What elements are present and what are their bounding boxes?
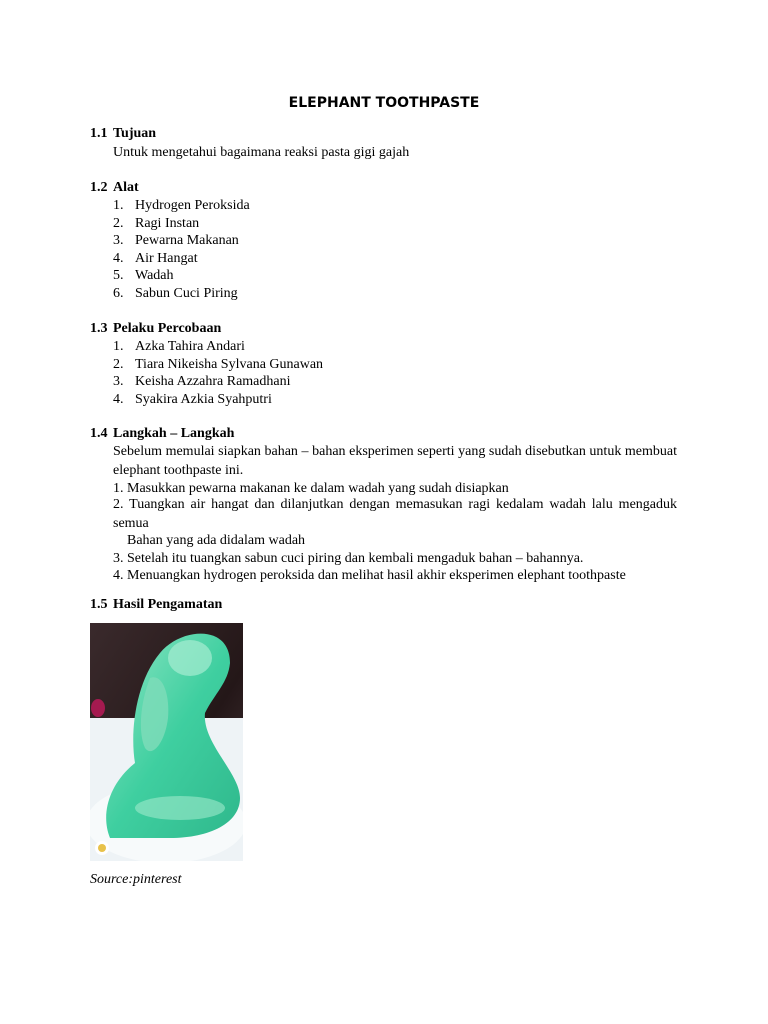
section-tujuan-heading <box>90 126 156 142</box>
section-title: Pelaku Percobaan <box>113 321 222 336</box>
list-item: 6. Sabun Cuci Piring <box>113 286 238 301</box>
section-number: 1.4 <box>90 426 108 441</box>
list-item: 5. Wadah <box>113 268 174 283</box>
section-pelaku-heading <box>90 321 221 337</box>
list-item: 3. Pewarna Makanan <box>113 233 239 248</box>
langkah-step-2-line-1: 2. Tuangkan air hangat dan dilanjutkan dengan memasukan ragi kedalam wadah lalu mengaduk <box>113 497 677 512</box>
section-hasil-heading <box>90 597 222 613</box>
langkah-intro-line-2: elephant toothpaste ini. <box>113 463 244 478</box>
section-number: 1.1 <box>90 126 108 141</box>
section-number: 1.3 <box>90 321 108 336</box>
langkah-step-1: 1. Masukkan pewarna makanan ke dalam wadah yang sudah disiapkan <box>113 481 509 496</box>
section-number: 1.2 <box>90 180 108 195</box>
list-item: 2. Ragi Instan <box>113 216 200 231</box>
list-item: 1. Hydrogen Peroksida <box>113 198 250 213</box>
langkah-step-4: 4. Menuangkan hydrogen peroksida dan melihat hasil akhir eksperimen elephant toothpaste <box>113 568 626 583</box>
tujuan-text: Untuk mengetahui bagaimana reaksi pasta gigi gajah <box>113 145 410 160</box>
photo-source-caption: Source:pinterest <box>90 872 182 887</box>
section-title: Langkah – Langkah <box>113 426 235 441</box>
list-item: 4. Syakira Azkia Syahputri <box>113 392 272 407</box>
section-langkah-heading <box>90 426 234 442</box>
section-alat-heading <box>90 180 139 196</box>
langkah-step-2-line-3: Bahan yang ada didalam wadah <box>127 533 306 548</box>
elephant-toothpaste-foam-image <box>90 623 243 861</box>
langkah-step-2-line-2: semua <box>113 516 149 531</box>
list-item: 2. Tiara Nikeisha Sylvana Gunawan <box>113 357 324 372</box>
section-title: Tujuan <box>113 126 157 141</box>
list-item: 4. Air Hangat <box>113 251 198 266</box>
result-photo <box>90 623 243 861</box>
langkah-step-3: 3. Setelah itu tuangkan sabun cuci piring dan kembali mengaduk bahan – bahannya. <box>113 551 584 566</box>
section-number: 1.5 <box>90 597 108 612</box>
section-title: Hasil Pengamatan <box>113 597 223 612</box>
section-title: Alat <box>113 180 139 195</box>
document-title: ELEPHANT TOOTHPASTE <box>288 95 480 111</box>
list-item: 1. Azka Tahira Andari <box>113 339 245 354</box>
list-item: 3. Keisha Azzahra Ramadhani <box>113 374 291 389</box>
langkah-intro-line-1: Sebelum memulai siapkan bahan – bahan eksperimen seperti yang sudah disebutkan untuk membuat <box>113 444 677 459</box>
